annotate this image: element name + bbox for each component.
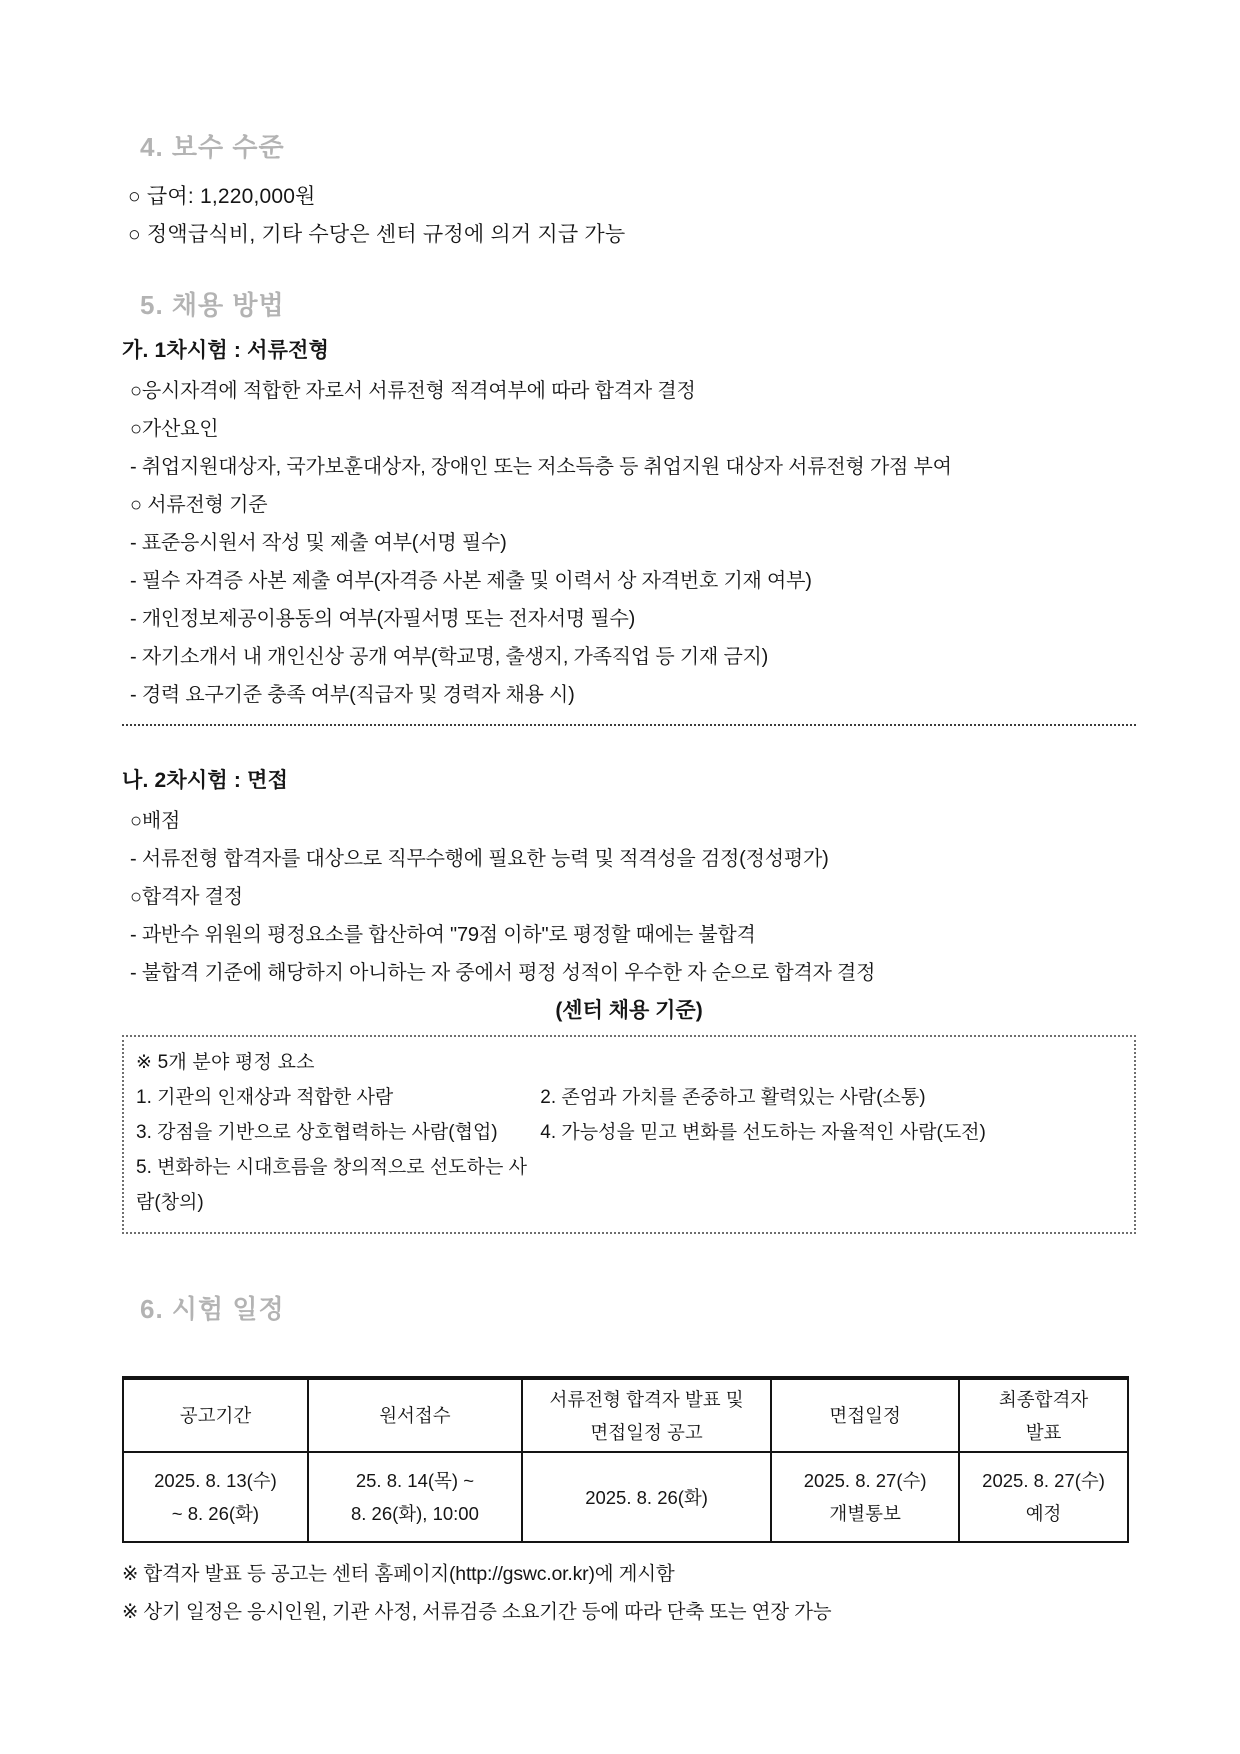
header-line: 원서접수 [379,1405,451,1426]
schedule-notes [122,1555,1136,1631]
salary-line: ○ 정액급식비, 기타 수당은 센터 규정에 의거 지급 가능 [128,223,626,246]
header-line: 최종합격자 [998,1388,1089,1410]
header-line: 공고기간 [179,1405,252,1426]
salary-line: ○ 급여: 1,220,000원 [128,185,316,208]
schedule-data-cell [123,1452,308,1542]
criteria-item: 1. 기관의 인재상과 적합한 사람 [136,1087,394,1108]
cell-line: 25. 8. 14(목) ~ [355,1470,474,1491]
part-b-heading: 나. 2차시험 : 면접 [122,769,289,792]
cell-line: 예정 [1025,1503,1062,1524]
schedule-data-cell [771,1452,959,1542]
schedule-data-cell [522,1452,771,1542]
section-5-heading: 5. 채용 방법 [140,290,285,320]
part-b-line: - 과반수 위원의 평정요소를 합산하여 "79점 이하"로 평정할 때에는 불합격 [130,924,756,946]
schedule-header-cell [959,1378,1128,1452]
schedule-data-cell [308,1452,522,1542]
part-a-line: - 자기소개서 내 개인신상 공개 여부(학교명, 출생지, 가족직업 등 기재 금지) [130,646,769,668]
cell-line: 2025. 8. 27(수) [803,1470,927,1491]
schedule-header-cell [123,1378,308,1452]
section-divider [122,724,1136,726]
section-recruit-method [122,290,1136,1234]
schedule-data-cell [959,1452,1128,1542]
part-a-first-exam [122,336,1136,726]
table-header-row [123,1378,1128,1452]
criteria-box-title: ※ 5개 분야 평정 요소 [136,1052,315,1073]
part-a-line: ○ 서류전형 기준 [130,494,268,516]
section-salary [122,132,1136,254]
table-data-row [123,1452,1128,1542]
section-6-heading: 6. 시험 일정 [140,1294,285,1324]
part-a-line: - 경력 요구기준 충족 여부(직급자 및 경력자 채용 시) [130,684,575,706]
section-4-heading: 4. 보수 수준 [140,132,285,162]
part-a-heading: 가. 1차시험 : 서류전형 [122,339,330,362]
criteria-item [540,1150,1122,1220]
cell-line: 2025. 8. 27(수) [982,1470,1105,1491]
part-b-line: ○배점 [130,810,181,832]
center-note: (센터 채용 기준) [555,999,703,1022]
part-a-line: - 표준응시원서 작성 및 제출 여부(서명 필수) [130,532,507,554]
criteria-row [136,1080,1122,1115]
section-exam-schedule [122,1294,1136,1631]
criteria-box [122,1035,1136,1234]
schedule-note: ※ 합격자 발표 등 공고는 센터 홈페이지(http://gswc.or.kr)에 게시함 [122,1563,675,1585]
header-line: 면접일정 공고 [590,1421,703,1443]
criteria-row [136,1115,1122,1150]
header-line: 면접일정 [829,1405,901,1426]
schedule-header-cell [771,1378,959,1452]
part-a-line: ○응시자격에 적합한 자로서 서류전형 적격여부에 따라 합격자 결정 [130,380,696,402]
cell-line: ~ 8. 26(화) [171,1503,260,1524]
part-a-line: ○가산요인 [130,418,219,440]
header-line: 서류전형 합격자 발표 및 [549,1388,744,1410]
schedule-table [122,1376,1129,1543]
part-b-lines [122,802,1136,992]
cell-line: 개별통보 [829,1503,901,1524]
part-a-lines [122,372,1136,714]
part-b-second-exam [122,766,1136,1029]
salary-lines [122,178,1136,254]
part-a-line: - 취업지원대상자, 국가보훈대상자, 장애인 또는 저소득층 등 취업지원 대상자 서류전형 가점 부여 [130,456,952,478]
part-a-line: - 필수 자격증 사본 제출 여부(자격증 사본 제출 및 이력서 상 자격번호 기재 여부) [130,570,812,592]
criteria-item: 5. 변화하는 시대흐름을 창의적으로 선도하는 사람(창의) [136,1157,527,1213]
cell-line: 2025. 8. 26(화) [585,1486,708,1508]
schedule-header-cell [522,1378,771,1452]
criteria-item: 4. 가능성을 믿고 변화를 선도하는 자율적인 사람(도전) [540,1122,986,1143]
schedule-note: ※ 상기 일정은 응시인원, 기관 사정, 서류검증 소요기간 등에 따라 단축 또는 연장 가능 [122,1601,832,1623]
cell-line: 2025. 8. 13(수) [154,1470,277,1491]
part-b-line: - 서류전형 합격자를 대상으로 직무수행에 필요한 능력 및 적격성을 검정(정성평가) [130,848,829,870]
header-line: 발표 [1025,1421,1062,1443]
schedule-header-cell [308,1378,522,1452]
criteria-item: 3. 강점을 기반으로 상호협력하는 사람(협업) [136,1122,498,1143]
criteria-row [136,1150,1122,1220]
part-b-line: ○합격자 결정 [130,886,243,908]
part-b-line: - 불합격 기준에 해당하지 아니하는 자 중에서 평정 성적이 우수한 자 순으로 합격자 결정 [130,962,876,984]
cell-line: 8. 26(화), 10:00 [350,1503,479,1524]
part-a-line: - 개인정보제공이용동의 여부(자필서명 또는 전자서명 필수) [130,608,636,630]
criteria-item: 2. 존엄과 가치를 존중하고 활력있는 사람(소통) [540,1087,926,1108]
